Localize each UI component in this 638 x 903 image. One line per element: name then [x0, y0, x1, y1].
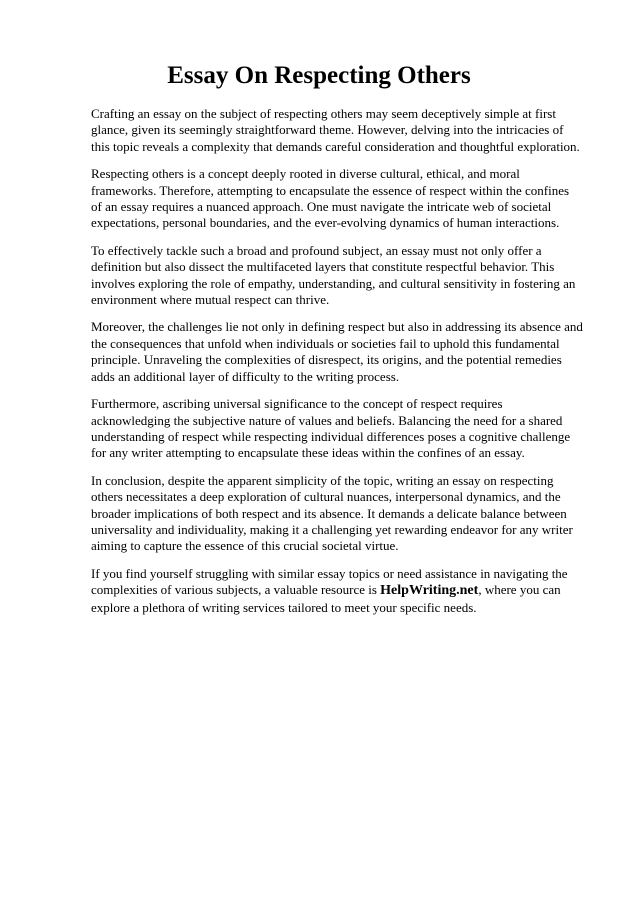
resource-text-after: , where you can explore a plethora of writing services tailored to meet your specific needs.: [91, 582, 561, 615]
paragraph-concept: Respecting others is a concept deeply rooted in diverse cultural, ethical, and moral frameworks. Therefore, attempting to encapsulate the essence of respect within the confines of an essay requires a nuanced approach. One must navigate the intricate web of societal expectations, personal boundaries, and the ever-evolving dynamics of human interactions.: [91, 166, 570, 231]
resource-text-before: If you find yourself struggling with similar essay topics or need assistance in navigating the complexities of various subjects, a valuable resource is: [91, 565, 568, 598]
paragraph-resource: [91, 566, 583, 616]
paragraph-intro: Crafting an essay on the subject of respecting others may seem deceptively simple at first glance, given its seemingly straightforward theme. However, delving into the intricacies of this topic reveals a complexity that demands careful consideration and thoughtful exploration.: [91, 106, 580, 154]
paragraph-challenges: Moreover, the challenges lie not only in defining respect but also in addressing its absence and the consequences that unfold when individuals or societies fail to uphold this fundamental principle. Unraveling the complexities of disrespect, its origins, and the potential remedies adds an additional layer of difficulty to the writing process.: [91, 319, 583, 384]
paragraph-conclusion: In conclusion, despite the apparent simplicity of the topic, writing an essay on respecting others necessitates a deep exploration of cultural nuances, interpersonal dynamics, and the broader implications of both respect and its absence. It demands a delicate balance between universality and individuality, making it a challenging yet rewarding endeavor for any writer aiming to capture the essence of this crucial societal virtue.: [91, 472, 573, 554]
paragraph-approach: To effectively tackle such a broad and profound subject, an essay must not only offer a definition but also dissect the multifaceted layers that constitute respectful behavior. This involves exploring the role of empathy, understanding, and cultural sensitivity in fostering an environment where mutual respect can thrive.: [91, 242, 576, 308]
page-title: Essay On Respecting Others: [167, 62, 471, 89]
essay-body: [91, 106, 583, 627]
helpwriting-link[interactable]: HelpWriting.net: [380, 583, 479, 599]
paragraph-universality: Furthermore, ascribing universal significance to the concept of respect requires acknowledging the subjective nature of values and beliefs. Balancing the need for a shared understanding of respect while respecting individual differences poses a cognitive challenge for any writer attempting to encapsulate these ideas within the confines of an essay.: [91, 396, 571, 461]
